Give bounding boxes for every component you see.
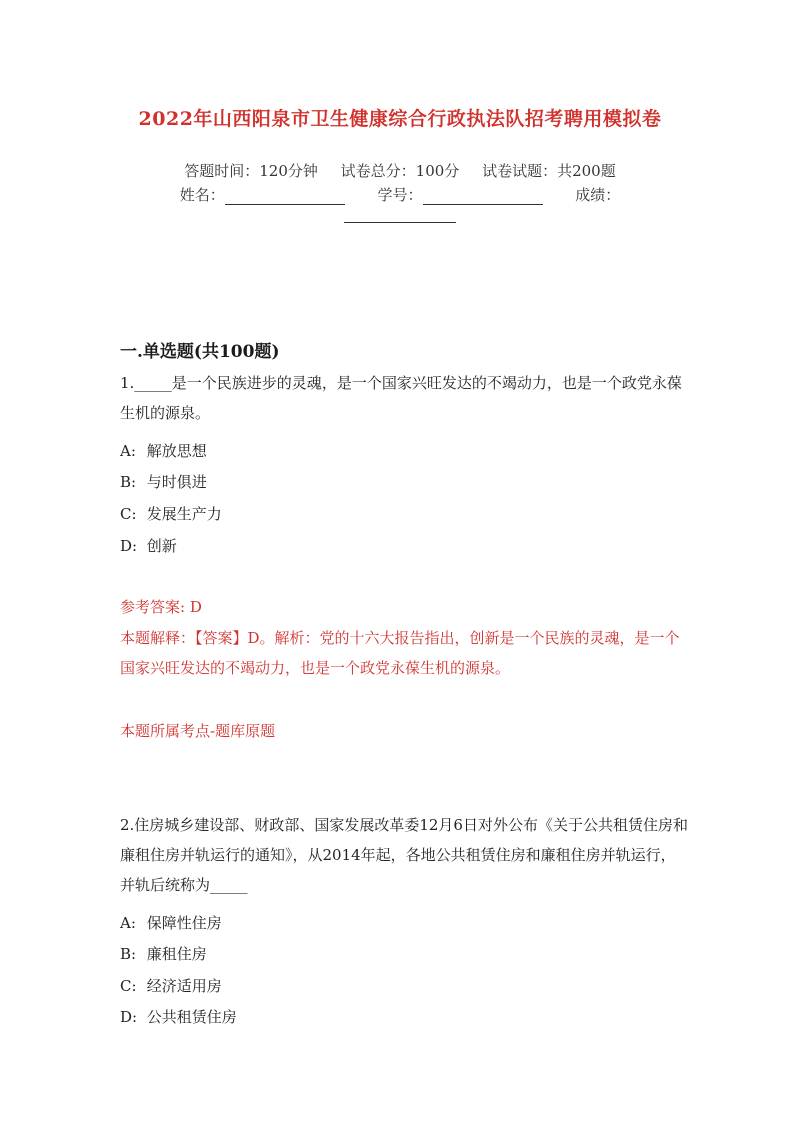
question-1-option-a — [120, 440, 207, 461]
question-1-option-c — [120, 503, 222, 524]
grade-label: 成绩： — [575, 186, 621, 204]
question-2-option-a — [120, 912, 222, 933]
question-2-option-c — [120, 975, 222, 996]
name-blank — [225, 190, 345, 205]
question-1-stem: 1._____是一个民族进步的灵魂，是一个国家兴旺发达的不竭动力，也是一个政党永葆生机的源泉。 — [120, 374, 682, 422]
question-1-option-d — [120, 535, 177, 556]
section-title: 一.单选题(共100题) — [120, 342, 280, 362]
question-2-stem: 2.住房城乡建设部、财政部、国家发展改革委12月6日对外公布《关于公共租赁住房和廉租住房并轨运行的通知》，从2014年起，各地公共租赁住房和廉租住房并轨运行，并轨后统称为_____ — [120, 816, 688, 894]
option-text: 廉租住房 — [146, 945, 207, 963]
name-label: 姓名： — [179, 186, 225, 204]
question-1-explanation: 本题解释：【答案】D。解析：党的十六大报告指出，创新是一个民族的灵魂，是一个国家兴旺发达的不竭动力，也是一个政党永葆生机的源泉。 — [120, 629, 680, 677]
option-letter: C: — [120, 977, 137, 995]
option-text: 与时俱进 — [146, 473, 207, 491]
grade-blank-line — [0, 205, 800, 223]
question-2-option-b — [120, 943, 207, 964]
option-letter: A: — [120, 914, 136, 932]
exam-info-line — [0, 160, 800, 181]
option-text: 发展生产力 — [146, 505, 222, 523]
option-letter: B: — [120, 945, 137, 963]
question-2-option-d — [120, 1006, 237, 1027]
option-text: 创新 — [146, 537, 177, 555]
exam-time: 答题时间：120分钟 — [184, 162, 318, 180]
option-letter: C: — [120, 505, 137, 523]
option-text: 经济适用房 — [146, 977, 222, 995]
option-text: 解放思想 — [146, 442, 207, 460]
option-letter: A: — [120, 442, 136, 460]
question-1-option-b — [120, 471, 207, 492]
student-id-label: 学号： — [377, 186, 423, 204]
student-id-blank — [423, 190, 543, 205]
student-info-line — [0, 184, 800, 205]
question-1-answer: 参考答案: D — [120, 598, 202, 616]
option-letter: D: — [120, 537, 138, 555]
option-text: 公共租赁住房 — [146, 1008, 237, 1026]
grade-blank — [344, 208, 456, 223]
option-text: 保障性住房 — [146, 914, 222, 932]
option-letter: B: — [120, 473, 137, 491]
page-title: 2022年山西阳泉市卫生健康综合行政执法队招考聘用模拟卷 — [138, 108, 662, 130]
option-letter: D: — [120, 1008, 138, 1026]
exam-total-score: 试卷总分：100分 — [340, 162, 460, 180]
question-1-source: 本题所属考点-题库原题 — [120, 722, 276, 740]
exam-question-count: 试卷试题：共200题 — [482, 162, 616, 180]
